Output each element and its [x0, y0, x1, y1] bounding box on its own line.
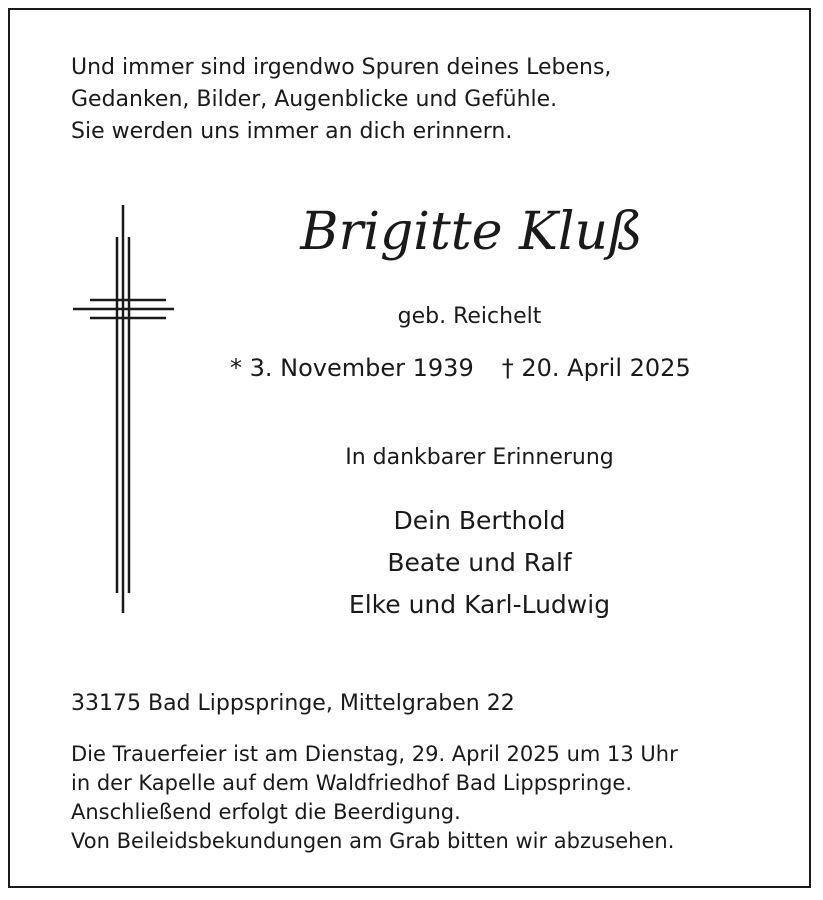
family-list — [0, 500, 823, 626]
life-dates — [230, 351, 691, 385]
birth-name: geb. Reichelt — [397, 304, 542, 329]
remembrance-line: In dankbarer Erinnerung — [345, 445, 614, 470]
funeral-info — [71, 740, 678, 856]
funeral-info-line: Anschließend erfolgt die Beerdigung. — [71, 800, 461, 824]
family-member: Elke und Karl-Ludwig — [348, 590, 611, 619]
poem-line: Und immer sind irgendwo Spuren deines Lebens, — [71, 55, 612, 80]
funeral-info-line: Die Trauerfeier ist am Dienstag, 29. April 2025 um 13 Uhr — [71, 742, 678, 766]
family-member: Dein Berthold — [393, 506, 566, 535]
funeral-info-line: in der Kapelle auf dem Waldfriedhof Bad Lippspringe. — [71, 771, 633, 795]
poem — [71, 52, 611, 148]
poem-line: Sie werden uns immer an dich erinnern. — [71, 119, 513, 144]
deceased-name: Brigitte Kluß — [300, 202, 643, 262]
address: 33175 Bad Lippspringe, Mittelgraben 22 — [71, 691, 515, 716]
funeral-info-line: Von Beileidsbekundungen am Grab bitten wir abzusehen. — [71, 829, 675, 853]
poem-line: Gedanken, Bilder, Augenblicke und Gefühle. — [71, 87, 558, 112]
death-date: † 20. April 2025 — [501, 354, 691, 382]
family-member: Beate und Ralf — [387, 548, 572, 577]
birth-date: * 3. November 1939 — [230, 354, 474, 382]
